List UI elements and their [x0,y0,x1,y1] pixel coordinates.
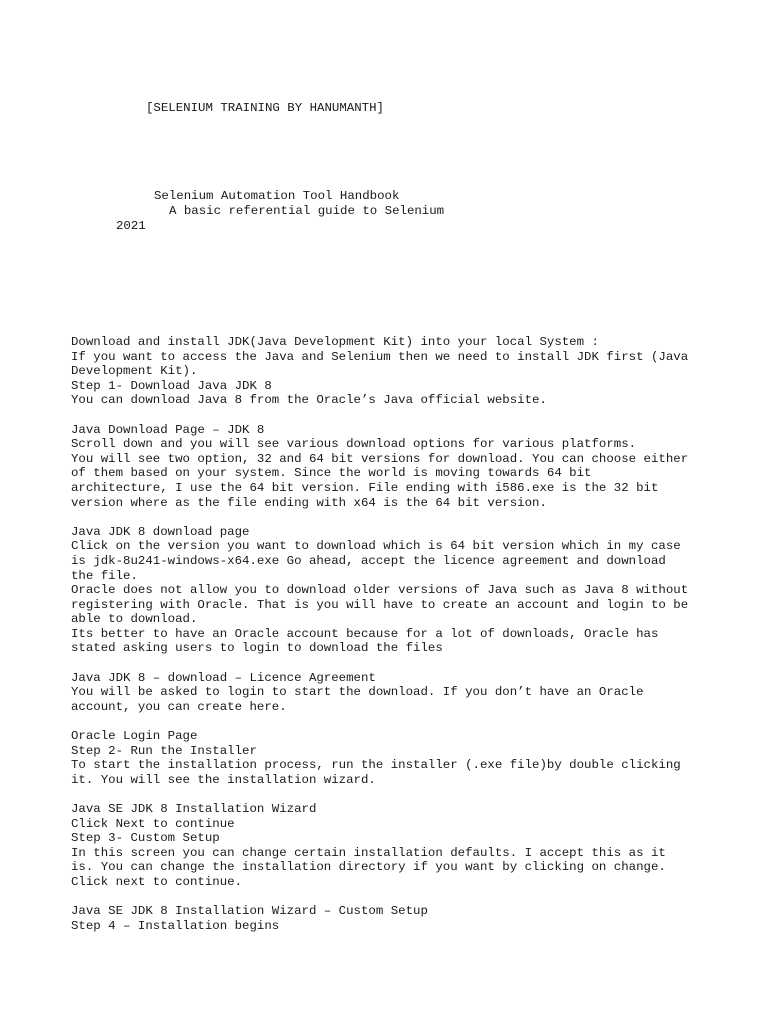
text-line: Java Download Page – JDK 8 [71,422,265,437]
text-line: Java JDK 8 download page [71,524,250,539]
text-line: Java SE JDK 8 Installation Wizard – Custom Setup [71,904,428,919]
paragraph [71,423,761,511]
text-line: Java JDK 8 – download – Licence Agreement [71,670,376,685]
text-line: registering with Oracle. That is you will have to create an account and login to be [71,597,689,612]
text-line: of them based on your system. Since the world is moving towards 64 bit [71,466,592,481]
text-line: Step 4 – Installation begins [71,918,280,933]
text-line: is jdk-8u241-windows-x64.exe Go ahead, accept the licence agreement and download [71,553,666,568]
text-line: stated asking users to login to download the files [71,641,443,656]
text-line: If you want to access the Java and Selenium then we need to install JDK first (Java [71,349,689,364]
page-header: [SELENIUM TRAINING BY HANUMANTH] [146,101,384,115]
paragraph [71,729,761,787]
text-line: Click Next to continue [71,816,235,831]
text-line: Scroll down and you will see various download options for various platforms. [71,437,637,452]
text-line: it. You will see the installation wizard. [71,772,376,787]
text-line: Development Kit). [71,364,198,379]
text-line: You will see two option, 32 and 64 bit versions for download. You can choose either [71,451,689,466]
paragraph [71,335,761,408]
text-line: Oracle Login Page [71,729,198,744]
text-line: able to download. [71,612,198,627]
text-line: Java SE JDK 8 Installation Wizard [71,802,317,816]
document-year: 2021 [116,219,146,233]
text-line: Step 3- Custom Setup [71,831,220,846]
text-line: You will be asked to login to start the download. If you don’t have an Oracle [71,685,644,700]
document-subtitle: A basic referential guide to Selenium [169,204,445,218]
text-line: Click next to continue. [71,874,243,889]
text-line: Click on the version you want to download which is 64 bit version which in my case [71,539,681,554]
text-line: Step 2- Run the Installer [71,743,257,758]
text-line: version where as the file ending with x64 is the 64 bit version. [71,495,547,510]
text-line: Oracle does not allow you to download older versions of Java such as Java 8 without [71,583,689,598]
text-line: Its better to have an Oracle account because for a lot of downloads, Oracle has [71,626,659,641]
text-line: Step 1- Download Java JDK 8 [71,378,272,393]
text-line: Download and install JDK(Java Development Kit) into your local System : [71,335,599,349]
text-line: You can download Java 8 from the Oracle’s Java official website. [71,393,547,408]
text-line: the file. [71,568,138,583]
text-line: In this screen you can change certain installation defaults. I accept this as it [71,845,666,860]
text-line: To start the installation process, run the installer (.exe file)by double clicking [71,758,681,773]
document-body [71,335,761,948]
paragraph [71,904,761,933]
paragraph [71,671,761,715]
paragraph [71,802,761,890]
document-title: Selenium Automation Tool Handbook [154,189,400,203]
paragraph [71,525,761,656]
text-line: is. You can change the installation directory if you want by clicking on change. [71,860,666,875]
text-line: architecture, I use the 64 bit version. File ending with i586.exe is the 32 bit [71,480,659,495]
text-line: account, you can create here. [71,699,287,714]
